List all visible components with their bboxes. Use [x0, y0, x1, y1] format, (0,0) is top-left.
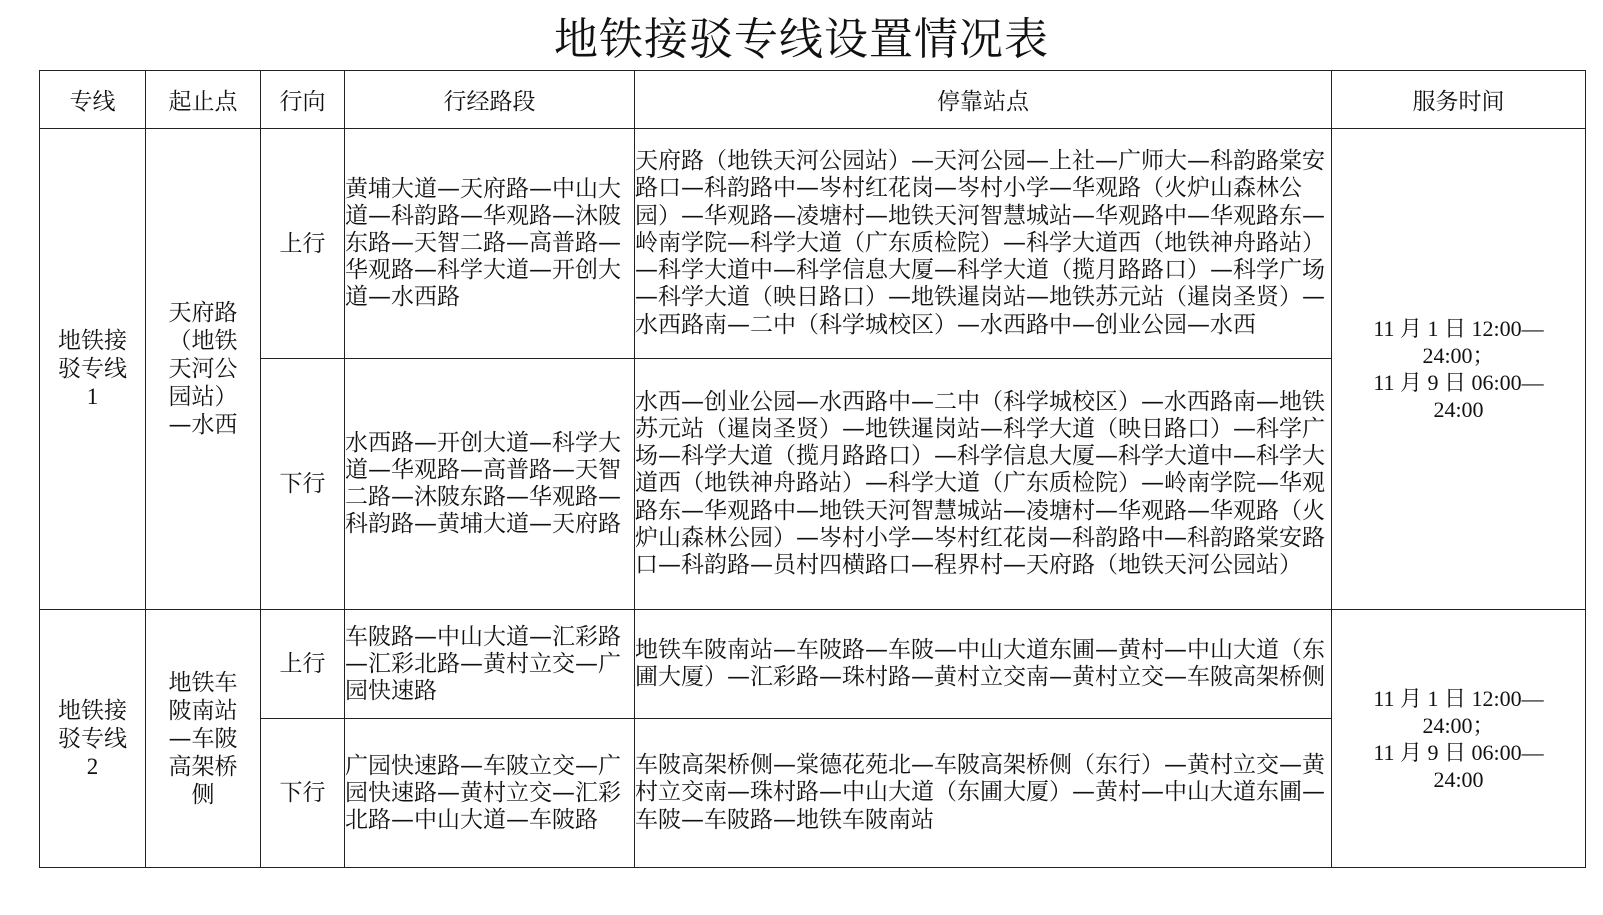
- line1-up-row: [40, 129, 1586, 359]
- line2-down-direction: 下行: [261, 719, 345, 868]
- header-service: 服务时间: [1332, 71, 1586, 129]
- line2-up-route: 车陂路—中山大道—汇彩路—汇彩北路—黄村立交—广园快速路: [345, 610, 635, 719]
- line1-endpoints: 天府路（地铁天河公园站）—水西: [168, 300, 238, 438]
- line1-up-route: 黄埔大道—天府路—中山大道—科韵路—华观路—沐陂东路—天智二路—高普路—华观路—科学大道—开创大道—水西路: [345, 129, 635, 359]
- line1-service-time: 11 月 1 日 12:00— 24:00； 11 月 9 日 06:00— 24:00: [1373, 316, 1544, 422]
- line2-endpoints-cell: [146, 610, 261, 868]
- line1-down-route: 水西路—开创大道—科学大道—华观路—高普路—天智二路—沐陂东路—华观路—科韵路—黄埔大道—天府路: [345, 359, 635, 610]
- line2-name: 地铁接 驳专线 2: [58, 697, 127, 779]
- line2-name-cell: [40, 610, 146, 868]
- line2-service-cell: [1332, 610, 1586, 868]
- header-line: 专线: [40, 71, 146, 129]
- line1-down-stops: 水西—创业公园—水西路中—二中（科学城校区）—水西路南—地铁苏元站（暹岗圣贤）—地铁暹岗站—科学大道（映日路口）—科学广场—科学大道（揽月路路口）—科学信息大厦—科学大道中—科学大道西（地铁神舟路站）—科学大道（广东质检院）—岭南学院—华观路东—华观路中—地铁天河智慧城站—凌塘村—华观路—华观路（火炉山森林公园）—岑村小学—岑村红花岗—科韵路中—科韵路棠安路口—科韵路—员村四横路口—程界村—天府路（地铁天河公园站）: [635, 359, 1332, 610]
- line1-up-direction: 上行: [261, 129, 345, 359]
- line1-name-cell: [40, 129, 146, 610]
- header-row: [40, 71, 1586, 129]
- schedule-table: [39, 70, 1586, 868]
- line1-endpoints-cell: [146, 129, 261, 610]
- header-endpoints: 起止点: [146, 71, 261, 129]
- line2-down-stops: 车陂高架桥侧—棠德花苑北—车陂高架桥侧（东行）—黄村立交—黄村立交南—珠村路—中山大道（东圃大厦）—黄村—中山大道东圃—车陂—车陂路—地铁车陂南站: [635, 719, 1332, 868]
- line2-endpoints: 地铁车陂南站—车陂高架桥侧: [168, 669, 238, 808]
- line1-up-stops: 天府路（地铁天河公园站）—天河公园—上社—广师大—科韵路棠安路口—科韵路中—岑村红花岗—岑村小学—华观路（火炉山森林公园）—华观路—凌塘村—地铁天河智慧城站—华观路中—华观路东—岭南学院—科学大道（广东质检院）—科学大道西（地铁神舟路站）—科学大道中—科学信息大厦—科学大道（揽月路路口）—科学广场—科学大道（映日路口）—地铁暹岗站—地铁苏元站（暹岗圣贤）—水西路南—二中（科学城校区）—水西路中—创业公园—水西: [635, 129, 1332, 359]
- page-title: 地铁接驳专线设置情况表: [554, 14, 1049, 65]
- line2-down-route: 广园快速路—车陂立交—广园快速路—黄村立交—汇彩北路—中山大道—车陂路: [345, 719, 635, 868]
- line1-down-direction: 下行: [261, 359, 345, 610]
- header-route: 行经路段: [345, 71, 635, 129]
- header-stops: 停靠站点: [635, 71, 1332, 129]
- line2-service-time: 11 月 1 日 12:00— 24:00； 11 月 9 日 06:00— 24:00: [1373, 685, 1544, 792]
- line2-up-stops: 地铁车陂南站—车陂路—车陂—中山大道东圃—黄村—中山大道（东圃大厦）—汇彩路—珠村路—黄村立交南—黄村立交—车陂高架桥侧: [635, 610, 1332, 719]
- header-direction: 行向: [261, 71, 345, 129]
- line2-up-row: [40, 610, 1586, 719]
- line2-up-direction: 上行: [261, 610, 345, 719]
- line1-service-cell: [1332, 129, 1586, 610]
- line1-name: 地铁接 驳专线 1: [58, 328, 127, 409]
